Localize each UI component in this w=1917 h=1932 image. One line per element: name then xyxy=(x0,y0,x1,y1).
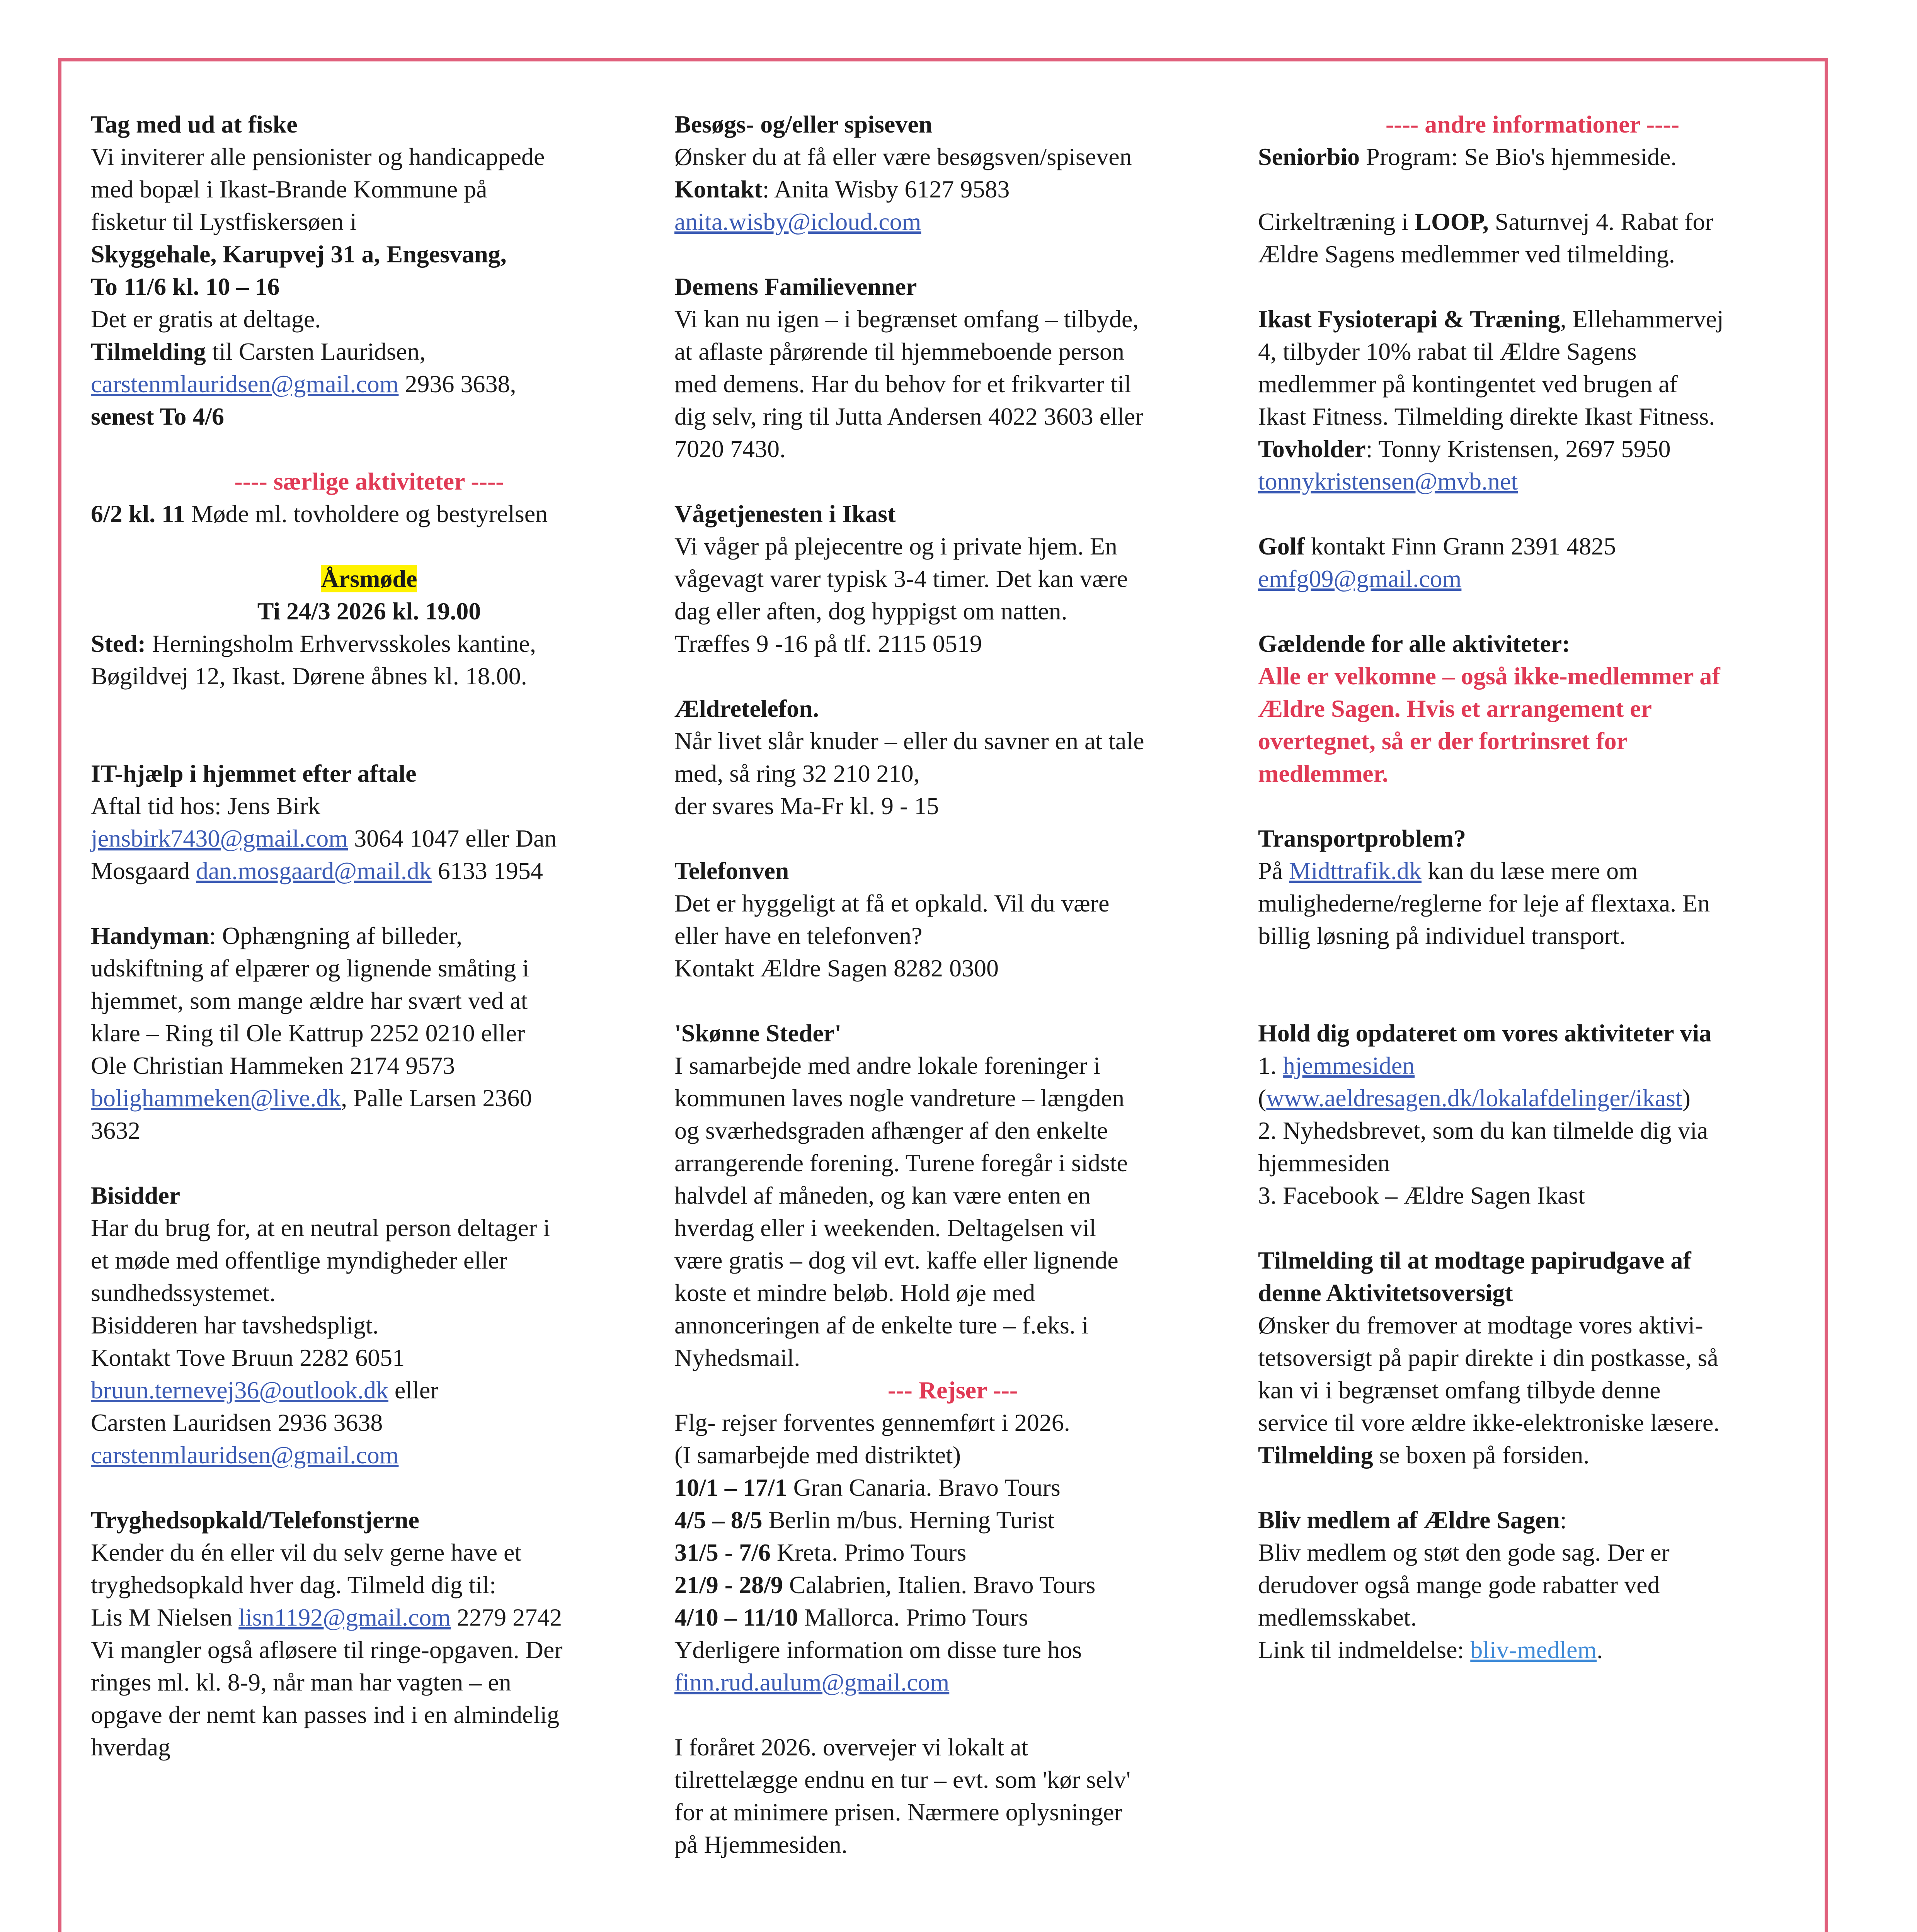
fishing-date: To 11/6 kl. 10 – 16 xyxy=(91,273,280,300)
email-link[interactable]: carstenmlauridsen@gmail.com xyxy=(91,370,399,398)
fishing-location: Skyggehale, Karupvej 31 a, Engesvang, xyxy=(91,240,507,268)
midttrafik-link[interactable]: Midttrafik.dk xyxy=(1289,857,1422,884)
beautiful-places-text: arrangerende forening. Turene foregår i sidste xyxy=(674,1149,1128,1177)
fysio-text: : Tonny Kristensen, 2697 5950 xyxy=(1365,435,1671,463)
column-middle xyxy=(674,108,1231,1893)
visit-friend-section xyxy=(674,108,1231,238)
fishing-text: med bopæl i Ikast-Brande Kommune på xyxy=(91,175,487,203)
visit-friend-email-row xyxy=(674,206,1231,238)
vigil-section xyxy=(674,498,1231,660)
phone-friend-title: Telefonven xyxy=(674,857,789,884)
email-link[interactable]: carstenmlauridsen@gmail.com xyxy=(91,1441,399,1469)
travel-note: tilrettelægge endnu en tur – evt. som 'kør selv' xyxy=(674,1766,1131,1793)
stay-updated-item: 3. Facebook – Ældre Sagen Ikast xyxy=(1258,1182,1585,1209)
signup-label: Tilmelding xyxy=(91,338,206,365)
tryghed-section xyxy=(91,1504,647,1764)
fysio-text: medlemmer på kontingentet ved brugen af xyxy=(1258,370,1678,398)
applies-all-text: medlemmer. xyxy=(1258,760,1389,787)
beautiful-places-text: koste et mindre beløb. Hold øje med xyxy=(674,1279,1035,1306)
membership-text: derudover også mange gode rabatter ved xyxy=(1258,1571,1660,1599)
handyman-text: 3632 xyxy=(91,1117,140,1144)
fysio-text: , Ellehammervej xyxy=(1560,305,1724,333)
loop-text: Saturnvej 4. Rabat for xyxy=(1488,208,1713,235)
it-help-text: Aftal tid hos: Jens Birk xyxy=(91,792,320,820)
dementia-text: 7020 7430. xyxy=(674,435,786,463)
it-help-section xyxy=(91,757,647,887)
tryghed-contact xyxy=(91,1601,647,1634)
travel-text: Yderligere information om disse ture hos xyxy=(674,1636,1082,1663)
homepage-link[interactable]: hjemmesiden xyxy=(1283,1052,1415,1079)
bisidder-contact xyxy=(91,1439,647,1471)
fysio-section xyxy=(1258,303,1807,498)
email-link[interactable]: lisn1192@gmail.com xyxy=(238,1604,451,1631)
trip-dates: 4/5 – 8/5 xyxy=(674,1506,763,1534)
meeting-text: Møde ml. tovholdere og bestyrelsen xyxy=(185,500,548,527)
it-help-contact xyxy=(91,822,647,855)
dementia-section xyxy=(674,270,1231,465)
email-link[interactable]: bruun.ternevej36@outlook.dk xyxy=(91,1376,388,1404)
applies-all-text: Ældre Sagen. Hvis et arrangement er xyxy=(1258,695,1652,722)
annual-meeting-venue xyxy=(91,628,647,660)
trip-dates: 21/9 - 28/9 xyxy=(674,1571,783,1599)
travel-text: Flg- rejser forventes gennemført i 2026. xyxy=(674,1409,1070,1436)
special-activities-heading: ---- særlige aktiviteter ---- xyxy=(234,468,504,495)
email-link[interactable]: dan.mosgaard@mail.dk xyxy=(196,857,432,884)
applies-all-section xyxy=(1258,628,1807,790)
trip-item xyxy=(674,1504,1231,1536)
tryghed-title: Tryghedsopkald/Telefonstjerne xyxy=(91,1506,419,1534)
transport-title: Transportproblem? xyxy=(1258,825,1466,852)
tryghed-text: opgave der nemt kan passes ind i en almindelig xyxy=(91,1701,560,1728)
fishing-text: fisketur til Lystfiskersøen i xyxy=(91,208,357,235)
vigil-text: Træffes 9 -16 på tlf. 2115 0519 xyxy=(674,630,982,657)
trip-dates: 31/5 - 7/6 xyxy=(674,1539,771,1566)
trip-item xyxy=(674,1601,1231,1634)
bisidder-text: Bisidderen har tavshedspligt. xyxy=(91,1311,379,1339)
beautiful-places-text: annonceringen af de enkelte ture – f.eks. i xyxy=(674,1311,1089,1339)
tovholder-label: Tovholder xyxy=(1258,435,1366,463)
membership-section xyxy=(1258,1504,1807,1666)
vigil-text: Vi våger på plejecentre og i private hjem. En xyxy=(674,532,1117,560)
fysio-text: 4, tilbyder 10% rabat til Ældre Sagens xyxy=(1258,338,1637,365)
other-info-section xyxy=(1258,108,1807,173)
seniorbio-line xyxy=(1258,141,1807,173)
paper-version-text: tetsoversigt på papir direkte i din postkasse, så xyxy=(1258,1344,1718,1371)
other-info-heading: ---- andre informationer ---- xyxy=(1385,111,1680,138)
loop-line xyxy=(1258,206,1807,238)
visit-friend-text: Ønsker du at få eller være besøgsven/spiseven xyxy=(674,143,1132,170)
loop-text: Ældre Sagens medlemmer ved tilmelding. xyxy=(1258,240,1675,268)
trip-item xyxy=(674,1569,1231,1601)
transport-line xyxy=(1258,855,1807,887)
tryghed-text: Kender du én eller vil du selv gerne have et xyxy=(91,1539,522,1566)
bisidder-title: Bisidder xyxy=(91,1182,180,1209)
stay-updated-item: 2. Nyhedsbrevet, som du kan tilmelde dig via xyxy=(1258,1117,1708,1144)
beautiful-places-text: hverdag eller i weekenden. Deltagelsen vil xyxy=(674,1214,1096,1242)
stay-updated-url xyxy=(1258,1082,1807,1114)
tryghed-text: hverdag xyxy=(91,1733,171,1761)
period: . xyxy=(1597,1636,1603,1663)
it-help-contact xyxy=(91,855,647,887)
trip-destination: Calabrien, Italien. Bravo Tours xyxy=(783,1571,1096,1599)
annual-meeting-section xyxy=(91,563,647,692)
elder-phone-text: med, så ring 32 210 210, xyxy=(674,760,920,787)
bisidder-text: Carsten Lauridsen 2936 3638 xyxy=(91,1409,383,1436)
email-link[interactable]: anita.wisby@icloud.com xyxy=(674,208,921,235)
fishing-signup xyxy=(91,335,647,368)
elder-phone-title: Ældretelefon. xyxy=(674,695,819,722)
beautiful-places-text: kommunen laves nogle vandreture – længden xyxy=(674,1084,1125,1112)
fishing-text: Vi inviterer alle pensionister og handicappede xyxy=(91,143,545,170)
stay-updated-item: hjemmesiden xyxy=(1258,1149,1390,1177)
bisidder-contact xyxy=(91,1374,647,1406)
phone-text: 6133 1954 xyxy=(431,857,543,884)
handyman-text: Ole Christian Hammeken 2174 9573 xyxy=(91,1052,455,1079)
fysio-intro xyxy=(1258,303,1807,335)
it-help-text: 3064 1047 eller Dan xyxy=(348,825,557,852)
beautiful-places-text: og sværhedsgraden afhænger af den enkelte xyxy=(674,1117,1108,1144)
annual-meeting-title: Årsmøde xyxy=(321,565,417,592)
phone-text: 2279 2742 xyxy=(451,1604,562,1631)
signup-text: til Carsten Lauridsen, xyxy=(206,338,426,365)
applies-all-text: Alle er velkomne – også ikke-medlemmer af xyxy=(1258,662,1720,690)
tryghed-text: ringes ml. kl. 8-9, når man har vagten – en xyxy=(91,1668,511,1696)
golf-line xyxy=(1258,530,1807,563)
golf-title: Golf xyxy=(1258,532,1305,560)
fishing-section xyxy=(91,108,647,433)
travel-text: (I samarbejde med distriktet) xyxy=(674,1441,961,1469)
golf-text: kontakt Finn Grann 2391 4825 xyxy=(1304,532,1616,560)
trip-item xyxy=(674,1471,1231,1504)
transport-text: På xyxy=(1258,857,1289,884)
fysio-contact xyxy=(1258,433,1807,465)
loop-name: LOOP, xyxy=(1415,208,1489,235)
meeting-date: 6/2 kl. 11 xyxy=(91,500,185,527)
stay-updated-section xyxy=(1258,1017,1807,1212)
vigil-text: dag eller aften, dog hyppigst om natten. xyxy=(674,597,1067,625)
tryghed-text: tryghedsopkald hver dag. Tilmeld dig til: xyxy=(91,1571,496,1599)
fysio-email-row xyxy=(1258,465,1807,498)
paren: ( xyxy=(1258,1084,1267,1112)
paper-version-signup xyxy=(1258,1439,1807,1471)
handyman-text: , Palle Larsen 2360 xyxy=(341,1084,532,1112)
travel-note: I foråret 2026. overvejer vi lokalt at xyxy=(674,1733,1028,1761)
loop-section xyxy=(1258,206,1807,270)
paper-version-text: service til vore ældre ikke-elektroniske læsere. xyxy=(1258,1409,1720,1436)
colon: : xyxy=(1560,1506,1567,1534)
venue-address: Bøgildvej 12, Ikast. Dørene åbnes kl. 18.00. xyxy=(91,662,527,690)
dementia-text: dig selv, ring til Jutta Andersen 4022 3603 eller xyxy=(674,403,1144,430)
handyman-text: hjemmet, som mange ældre har svært ved at xyxy=(91,987,528,1014)
phone-friend-section xyxy=(674,855,1231,985)
list-number: 1. xyxy=(1258,1052,1283,1079)
handyman-text: udskiftning af elpærer og lignende småting i xyxy=(91,954,529,982)
phone-friend-text: Kontakt Ældre Sagen 8282 0300 xyxy=(674,954,999,982)
tryghed-text: Lis M Nielsen xyxy=(91,1604,239,1631)
fishing-deadline: senest To 4/6 xyxy=(91,403,224,430)
membership-link-row xyxy=(1258,1634,1807,1666)
vigil-title: Vågetjenesten i Ikast xyxy=(674,500,896,527)
travel-email-row xyxy=(674,1666,1231,1699)
handyman-contact xyxy=(91,1082,647,1114)
it-help-text: Mosgaard xyxy=(91,857,196,884)
beautiful-places-text: I samarbejde med andre lokale foreninger i xyxy=(674,1052,1100,1079)
venue-label: Sted: xyxy=(91,630,146,657)
travel-section xyxy=(674,1374,1231,1861)
beautiful-places-text: halvdel af måneden, og kan være enten en xyxy=(674,1182,1091,1209)
beautiful-places-title: 'Skønne Steder' xyxy=(674,1019,842,1047)
column-right xyxy=(1258,108,1807,1699)
loop-text: Cirkeltræning i xyxy=(1258,208,1415,235)
trip-destination: Mallorca. Primo Tours xyxy=(798,1604,1028,1631)
join-link[interactable]: bliv-medlem xyxy=(1470,1636,1597,1663)
bisidder-text: et møde med offentlige myndigheder eller xyxy=(91,1247,507,1274)
membership-title: Bliv medlem af Ældre Sagen xyxy=(1258,1506,1560,1534)
column-left xyxy=(91,108,647,1796)
fishing-contact xyxy=(91,368,647,400)
stay-updated-item xyxy=(1258,1049,1807,1082)
venue-text: Herningsholm Erhvervsskoles kantine, xyxy=(146,630,536,657)
fishing-title: Tag med ud at fiske xyxy=(91,111,298,138)
transport-text: billig løsning på individuel transport. xyxy=(1258,922,1626,949)
signup-label: Tilmelding xyxy=(1258,1441,1373,1469)
handyman-text: : Ophængning af billeder, xyxy=(209,922,462,949)
handyman-text: klare – Ring til Ole Kattrup 2252 0210 eller xyxy=(91,1019,525,1047)
visit-friend-contact xyxy=(674,173,1231,206)
email-link[interactable]: jensbirk7430@gmail.com xyxy=(91,825,348,852)
handyman-section xyxy=(91,920,647,1147)
phone-friend-text: Det er hyggeligt at få et opkald. Vil du være xyxy=(674,889,1110,917)
elder-phone-section xyxy=(674,692,1231,822)
email-link[interactable]: bolighammeken@live.dk xyxy=(91,1084,341,1112)
handyman-title: Handyman xyxy=(91,922,209,949)
bisidder-section xyxy=(91,1179,647,1471)
paren: ) xyxy=(1682,1084,1691,1112)
membership-title-row xyxy=(1258,1504,1807,1536)
travel-note: for at minimere prisen. Nærmere oplysninger xyxy=(674,1798,1122,1826)
travel-heading: --- Rejser --- xyxy=(887,1376,1018,1404)
annual-meeting-date: Ti 24/3 2026 kl. 19.00 xyxy=(257,597,481,625)
transport-section xyxy=(1258,822,1807,952)
beautiful-places-section xyxy=(674,1017,1231,1374)
trip-dates: 4/10 – 11/10 xyxy=(674,1604,798,1631)
bisidder-text: Kontakt Tove Bruun 2282 6051 xyxy=(91,1344,405,1371)
handyman-intro xyxy=(91,920,647,952)
email-link[interactable]: tonnykristensen@mvb.net xyxy=(1258,468,1518,495)
transport-text: kan du læse mere om xyxy=(1422,857,1638,884)
membership-text: medlemsskabet. xyxy=(1258,1604,1417,1631)
golf-section xyxy=(1258,530,1807,595)
trip-destination: Kreta. Primo Tours xyxy=(770,1539,967,1566)
golf-email-row xyxy=(1258,563,1807,595)
beautiful-places-text: være gratis – dog vil evt. kaffe eller lignende xyxy=(674,1247,1119,1274)
paper-version-title: Tilmelding til at modtage papirudgave af xyxy=(1258,1247,1691,1274)
applies-all-title: Gældende for alle aktiviteter: xyxy=(1258,630,1570,657)
fysio-text: Ikast Fitness. Tilmelding direkte Ikast Fitness. xyxy=(1258,403,1715,430)
transport-text: mulighederne/reglerne for leje af flextaxa. En xyxy=(1258,889,1710,917)
paper-version-title: denne Aktivitetsoversigt xyxy=(1258,1279,1513,1306)
trip-dates: 10/1 – 17/1 xyxy=(674,1474,787,1501)
trip-destination: Berlin m/bus. Herning Turist xyxy=(762,1506,1055,1534)
membership-text: Link til indmeldelse: xyxy=(1258,1636,1471,1663)
meeting-line xyxy=(91,498,647,530)
visit-friend-text: : Anita Wisby 6127 9583 xyxy=(762,175,1010,203)
membership-text: Bliv medlem og støt den gode sag. Der er xyxy=(1258,1539,1670,1566)
fysio-title: Ikast Fysioterapi & Træning xyxy=(1258,305,1560,333)
paper-version-section xyxy=(1258,1244,1807,1471)
email-link[interactable]: finn.rud.aulum@gmail.com xyxy=(674,1668,950,1696)
fishing-text: Det er gratis at deltage. xyxy=(91,305,321,333)
phone-friend-text: eller have en telefonven? xyxy=(674,922,923,949)
email-link[interactable]: emfg09@gmail.com xyxy=(1258,565,1462,592)
contact-label: Kontakt xyxy=(674,175,763,203)
annual-meeting-title-row xyxy=(91,563,647,595)
applies-all-text: overtegnet, så er der fortrinsret for xyxy=(1258,727,1628,755)
visit-friend-title: Besøgs- og/eller spiseven xyxy=(674,111,933,138)
bisidder-text: Har du brug for, at en neutral person deltager i xyxy=(91,1214,550,1242)
seniorbio-text: Program: Se Bio's hjemmeside. xyxy=(1360,143,1677,170)
dementia-text: Vi kan nu igen – i begrænset omfang – tilbyde, xyxy=(674,305,1139,333)
paper-version-text: se boxen på forsiden. xyxy=(1373,1441,1590,1469)
tryghed-text: Vi mangler også afløsere til ringe-opgaven. Der xyxy=(91,1636,563,1663)
website-link[interactable]: www.aeldresagen.dk/lokalafdelinger/ikast xyxy=(1266,1084,1682,1112)
elder-phone-text: der svares Ma-Fr kl. 9 - 15 xyxy=(674,792,939,820)
beautiful-places-text: Nyhedsmail. xyxy=(674,1344,800,1371)
dementia-title: Demens Familievenner xyxy=(674,273,917,300)
stay-updated-title: Hold dig opdateret om vores aktiviteter via xyxy=(1258,1019,1712,1047)
bisidder-text: eller xyxy=(388,1376,439,1404)
trip-item xyxy=(674,1536,1231,1569)
it-help-title: IT-hjælp i hjemmet efter aftale xyxy=(91,760,417,787)
paper-version-text: kan vi i begrænset omfang tilbyde denne xyxy=(1258,1376,1661,1404)
vigil-text: vågevagt varer typisk 3-4 timer. Det kan være xyxy=(674,565,1128,592)
seniorbio-label: Seniorbio xyxy=(1258,143,1360,170)
phone-text: 2936 3638, xyxy=(398,370,516,398)
dementia-text: med demens. Har du behov for et frikvarter til xyxy=(674,370,1131,398)
dementia-text: at aflaste pårørende til hjemmeboende person xyxy=(674,338,1124,365)
travel-note: på Hjemmesiden. xyxy=(674,1831,848,1858)
bisidder-text: sundhedssystemet. xyxy=(91,1279,276,1306)
trip-destination: Gran Canaria. Bravo Tours xyxy=(787,1474,1061,1501)
elder-phone-text: Når livet slår knuder – eller du savner en at tale xyxy=(674,727,1144,755)
paper-version-text: Ønsker du fremover at modtage vores aktivi- xyxy=(1258,1311,1703,1339)
special-activities-section xyxy=(91,465,647,530)
